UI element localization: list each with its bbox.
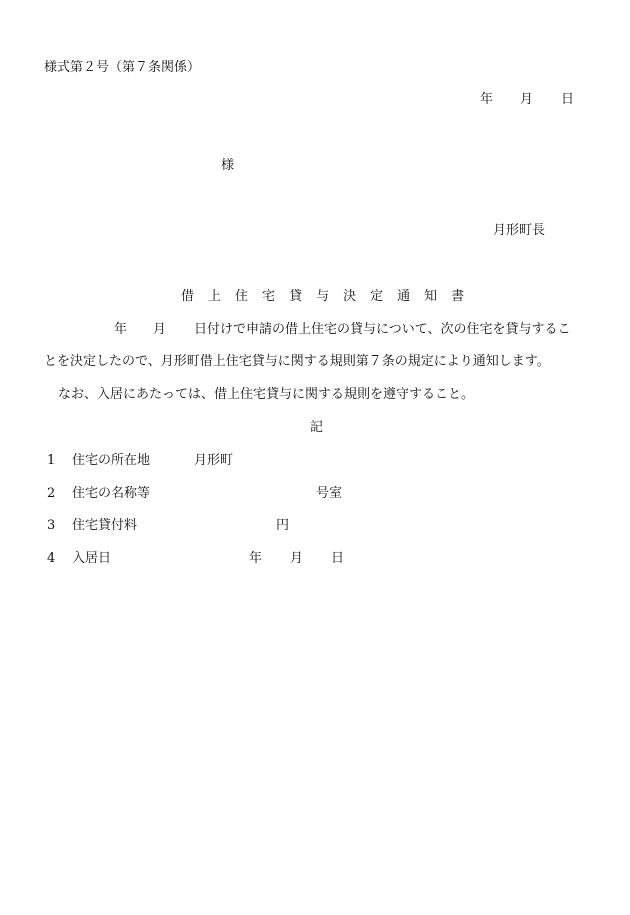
item-4-number: 4 [47,551,56,566]
date-day-label: 日 [561,92,575,107]
title-char: 決 [343,289,357,304]
title-char: 貸 [289,289,303,304]
item-2-label: 住宅の名称等 [72,486,151,501]
item-3-number: 3 [47,518,56,533]
item-3-label: 住宅貸付料 [72,518,138,533]
item-4-label: 入居日 [72,551,112,566]
item-4-month: 月 [290,551,304,566]
item-1-number: 1 [47,453,56,468]
item-4-year: 年 [249,551,263,566]
title-char: 知 [424,289,438,304]
recipient-honorific: 様 [221,158,235,173]
body-line-3: なお、入居にあたっては、借上住宅貸与に関する規則を遵守すること。 [58,387,475,402]
body-date-year: 年 [114,322,128,337]
document-title [181,288,464,306]
item-2-number: 2 [47,486,56,501]
ki-heading: 記 [310,420,324,435]
title-char: 通 [397,289,411,304]
body-line-1: 日付けで申請の借上住宅の貸与について、次の住宅を貸与するこ [194,322,571,337]
body-line-2: とを決定したので、月形町借上住宅貸与に関する規則第７条の規定により通知します。 [44,354,550,369]
form-number: 様式第２号（第７条関係） [44,60,201,75]
title-char: 上 [208,289,222,304]
item-1-value: 月形町 [194,453,234,468]
item-2-value: 号室 [316,486,343,501]
title-char: 与 [316,289,330,304]
body-date-month: 月 [153,322,167,337]
date-month-label: 月 [520,92,534,107]
item-4-day: 日 [331,551,345,566]
title-char: 借 [181,289,195,304]
title-char: 宅 [262,289,276,304]
title-char: 住 [235,289,249,304]
issuer-name: 月形町長 [493,223,546,238]
date-year-label: 年 [480,92,494,107]
item-1-label: 住宅の所在地 [72,453,151,468]
title-char: 書 [451,289,465,304]
title-char: 定 [370,289,384,304]
item-3-value: 円 [276,518,290,533]
